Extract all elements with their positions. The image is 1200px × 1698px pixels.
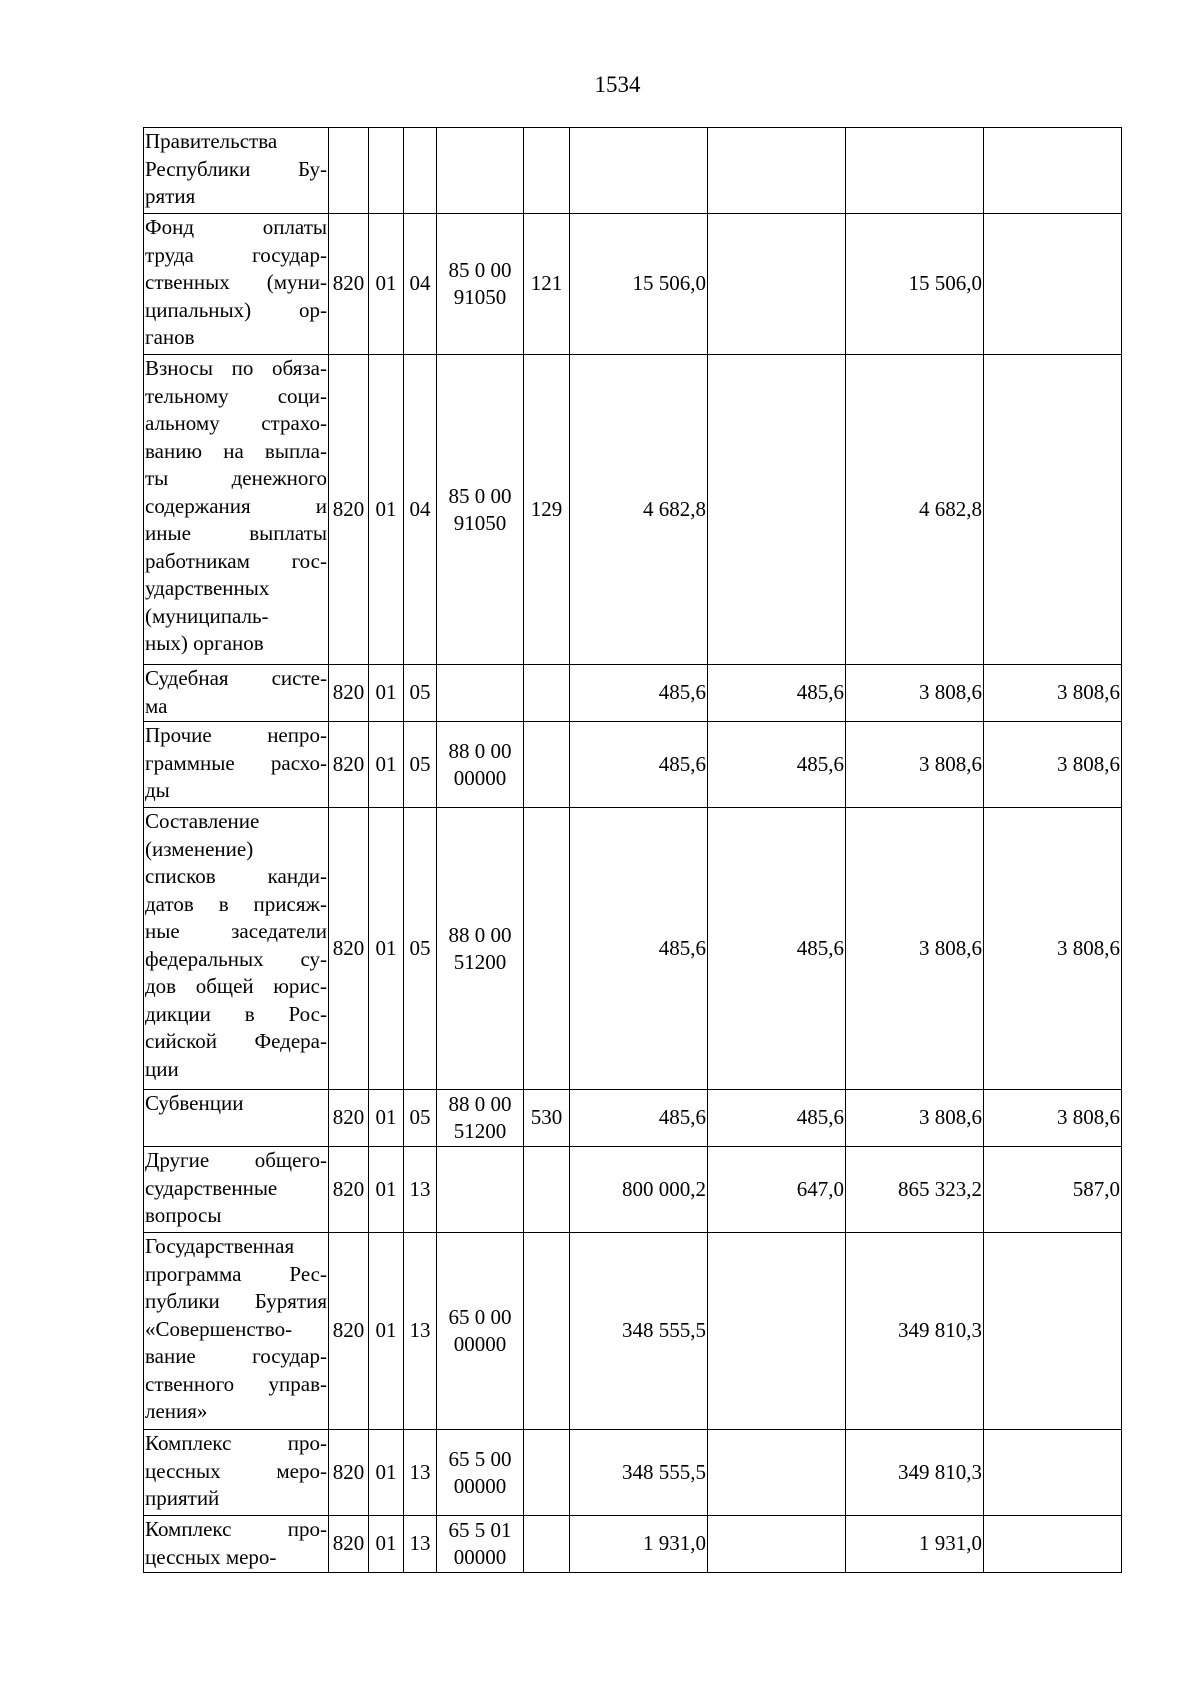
gp-code: 820 (329, 808, 369, 1090)
amount-c3: 1 931,0 (846, 1516, 984, 1573)
pr-code: 04 (404, 355, 437, 665)
amount-c1: 485,6 (570, 665, 708, 722)
amount-c2: 485,6 (708, 1090, 846, 1147)
row-name (144, 808, 329, 1090)
row-name-line: Субвенции (145, 1091, 244, 1115)
row-name-line: Составление (145, 809, 260, 833)
csr-code-part: 00000 (453, 1332, 507, 1356)
amount-c3: 3 808,6 (846, 1090, 984, 1147)
rz-code: 01 (369, 214, 404, 355)
row-name-line: ления» (145, 1399, 208, 1423)
row-name-line: иные выплаты (145, 521, 327, 545)
csr-code-part: 88 0 00 (448, 1092, 512, 1116)
vr-code (524, 128, 570, 214)
row-name-line: тельному соци- (145, 383, 327, 408)
row-name-line: датов в присяж- (145, 891, 327, 916)
rz-code: 01 (369, 1090, 404, 1147)
page-number: 1534 (594, 72, 641, 97)
amount-c4 (984, 1516, 1122, 1573)
csr-code (437, 1147, 524, 1233)
vr-code (524, 722, 570, 808)
csr-code-part: 88 0 00 (448, 922, 512, 947)
rz-code: 01 (369, 808, 404, 1090)
row-name-line: федеральных су- (145, 946, 327, 971)
amount-c2 (708, 214, 846, 355)
pr-code: 05 (404, 665, 437, 722)
row-name (144, 1147, 329, 1233)
amount-c2 (708, 1233, 846, 1430)
amount-c1: 15 506,0 (570, 214, 708, 355)
csr-code (437, 355, 524, 665)
pr-code: 13 (404, 1516, 437, 1573)
gp-code: 820 (329, 355, 369, 665)
row-name-line: приятий (145, 1486, 220, 1510)
row-name-line: ственного управ- (145, 1371, 327, 1396)
row-name-line: ции (145, 1056, 179, 1081)
amount-c3: 4 682,8 (846, 355, 984, 665)
csr-code (437, 665, 524, 722)
table-row (144, 722, 1122, 808)
amount-c4 (984, 128, 1122, 214)
table-row (144, 1090, 1122, 1147)
amount-c4 (984, 1233, 1122, 1430)
row-name-line: Комплекс про- (145, 1431, 327, 1455)
row-name-line: Республики Бу- (145, 156, 327, 181)
amount-c3 (846, 128, 984, 214)
table-row (144, 665, 1122, 722)
table-row (144, 808, 1122, 1090)
table-row (144, 1430, 1122, 1516)
table-row (144, 1147, 1122, 1233)
vr-code (524, 665, 570, 722)
amount-c3: 3 808,6 (846, 808, 984, 1090)
amount-c4 (984, 355, 1122, 665)
amount-c2: 485,6 (708, 722, 846, 808)
row-name-line: Комплекс про- (145, 1517, 327, 1541)
gp-code: 820 (329, 214, 369, 355)
row-name-line: (муниципаль- (145, 603, 269, 628)
csr-code-part: 00000 (453, 765, 507, 790)
row-name (144, 665, 329, 722)
csr-code-part: 85 0 00 (448, 258, 512, 282)
row-name-line: Государственная (145, 1234, 295, 1258)
amount-c4 (984, 1430, 1122, 1516)
row-name-line: ты денежного (145, 466, 327, 490)
row-name-line: ные заседатели (145, 919, 327, 943)
gp-code: 820 (329, 1147, 369, 1233)
pr-code: 13 (404, 1147, 437, 1233)
row-name-line: публики Бурятия (145, 1289, 327, 1313)
row-name-line: ма (145, 693, 168, 718)
amount-c1 (570, 128, 708, 214)
row-name-line: Взносы по обяза- (145, 356, 327, 380)
table-row (144, 1516, 1122, 1573)
amount-c4: 3 808,6 (984, 808, 1122, 1090)
csr-code-part: 51200 (453, 949, 507, 974)
amount-c4 (984, 214, 1122, 355)
vr-code (524, 1430, 570, 1516)
row-name-line: работникам гос- (145, 548, 327, 573)
csr-code (437, 1090, 524, 1147)
amount-c3: 349 810,3 (846, 1430, 984, 1516)
table-row (144, 1233, 1122, 1430)
row-name (144, 1516, 329, 1573)
rz-code (369, 128, 404, 214)
row-name-line: альному страхо- (145, 411, 327, 435)
amount-c3: 3 808,6 (846, 665, 984, 722)
row-name-line: цессных меро- (145, 1544, 277, 1569)
row-name-line: ципальных) ор- (145, 297, 327, 322)
csr-code-part: 65 5 01 (448, 1518, 512, 1542)
gp-code: 820 (329, 722, 369, 808)
rz-code: 01 (369, 355, 404, 665)
csr-code-part: 65 5 00 (448, 1446, 512, 1471)
row-name (144, 1430, 329, 1516)
csr-code-part: 00000 (453, 1545, 507, 1569)
gp-code: 820 (329, 1090, 369, 1147)
csr-code (437, 128, 524, 214)
row-name-line: вание государ- (145, 1344, 327, 1368)
csr-code-part: 85 0 00 (448, 483, 512, 508)
row-name-line: «Совершенство- (145, 1316, 293, 1341)
row-name-line: ды (145, 778, 170, 802)
csr-code-part: 88 0 00 (448, 738, 512, 763)
amount-c2 (708, 1430, 846, 1516)
row-name-line: (изменение) (145, 836, 254, 861)
amount-c1: 800 000,2 (570, 1147, 708, 1233)
row-name-line: сийской Федера- (145, 1029, 327, 1053)
row-name-line: ванию на выпла- (145, 438, 327, 463)
row-name-line: цессных меро- (145, 1458, 327, 1483)
table-row (144, 128, 1122, 214)
amount-c2: 485,6 (708, 808, 846, 1090)
pr-code: 05 (404, 808, 437, 1090)
row-name-line: содержания и (145, 493, 327, 518)
amount-c1: 1 931,0 (570, 1516, 708, 1573)
row-name-line: ударственных (145, 576, 270, 600)
csr-code (437, 214, 524, 355)
row-name (144, 1233, 329, 1430)
csr-code (437, 1233, 524, 1430)
rz-code: 01 (369, 665, 404, 722)
csr-code-part: 91050 (453, 285, 507, 309)
budget-table (143, 127, 1122, 1573)
amount-c1: 485,6 (570, 808, 708, 1090)
row-name (144, 355, 329, 665)
pr-code: 04 (404, 214, 437, 355)
amount-c3: 15 506,0 (846, 214, 984, 355)
amount-c1: 485,6 (570, 722, 708, 808)
gp-code: 820 (329, 665, 369, 722)
amount-c1: 348 555,5 (570, 1430, 708, 1516)
amount-c3: 865 323,2 (846, 1147, 984, 1233)
gp-code: 820 (329, 1516, 369, 1573)
gp-code: 820 (329, 1430, 369, 1516)
amount-c1: 485,6 (570, 1090, 708, 1147)
amount-c2 (708, 355, 846, 665)
amount-c3: 3 808,6 (846, 722, 984, 808)
gp-code (329, 128, 369, 214)
vr-code (524, 808, 570, 1090)
amount-c2 (708, 128, 846, 214)
csr-code-part: 51200 (453, 1119, 507, 1143)
row-name (144, 128, 329, 214)
vr-code (524, 1516, 570, 1573)
csr-code-part: 65 0 00 (448, 1305, 512, 1329)
vr-code: 121 (524, 214, 570, 355)
vr-code: 530 (524, 1090, 570, 1147)
amount-c1: 348 555,5 (570, 1233, 708, 1430)
pr-code: 13 (404, 1430, 437, 1516)
row-name-line: сударственные (145, 1175, 278, 1200)
gp-code: 820 (329, 1233, 369, 1430)
row-name-line: труда государ- (145, 242, 327, 267)
row-name-line: программа Рес- (145, 1261, 327, 1286)
amount-c4: 3 808,6 (984, 665, 1122, 722)
pr-code: 05 (404, 1090, 437, 1147)
vr-code (524, 1233, 570, 1430)
row-name-line: дикции в Рос- (145, 1001, 327, 1026)
amount-c4: 3 808,6 (984, 1090, 1122, 1147)
amount-c1: 4 682,8 (570, 355, 708, 665)
row-name-line: ственных (муни- (145, 270, 327, 294)
amount-c4: 587,0 (984, 1147, 1122, 1233)
rz-code: 01 (369, 1147, 404, 1233)
row-name (144, 722, 329, 808)
csr-code (437, 722, 524, 808)
table-body (144, 128, 1122, 1573)
table-row (144, 214, 1122, 355)
row-name-line: вопросы (145, 1203, 222, 1227)
csr-code (437, 1516, 524, 1573)
table-row (144, 355, 1122, 665)
pr-code: 13 (404, 1233, 437, 1430)
row-name-line: дов общей юрис- (145, 974, 327, 998)
rz-code: 01 (369, 1430, 404, 1516)
amount-c3: 349 810,3 (846, 1233, 984, 1430)
row-name-line: списков канди- (145, 864, 327, 888)
csr-code (437, 1430, 524, 1516)
row-name-line: ных) органов (145, 631, 264, 655)
row-name-line: ганов (145, 325, 195, 349)
row-name (144, 214, 329, 355)
pr-code: 05 (404, 722, 437, 808)
rz-code: 01 (369, 1516, 404, 1573)
row-name (144, 1090, 329, 1147)
row-name-line: Фонд оплаты (145, 215, 327, 239)
amount-c4: 3 808,6 (984, 722, 1122, 808)
amount-c2: 485,6 (708, 665, 846, 722)
rz-code: 01 (369, 722, 404, 808)
csr-code-part: 91050 (453, 510, 507, 535)
row-name-line: граммные расхо- (145, 750, 327, 775)
vr-code: 129 (524, 355, 570, 665)
row-name-line: Прочие непро- (145, 723, 327, 747)
row-name-line: Другие общего- (145, 1148, 327, 1172)
pr-code (404, 128, 437, 214)
row-name-line: рятия (145, 184, 196, 208)
csr-code-part: 00000 (453, 1473, 507, 1498)
row-name-line: Судебная систе- (145, 666, 327, 690)
amount-c2: 647,0 (708, 1147, 846, 1233)
row-name-line: Правительства (145, 129, 278, 153)
vr-code (524, 1147, 570, 1233)
csr-code (437, 808, 524, 1090)
amount-c2 (708, 1516, 846, 1573)
rz-code: 01 (369, 1233, 404, 1430)
